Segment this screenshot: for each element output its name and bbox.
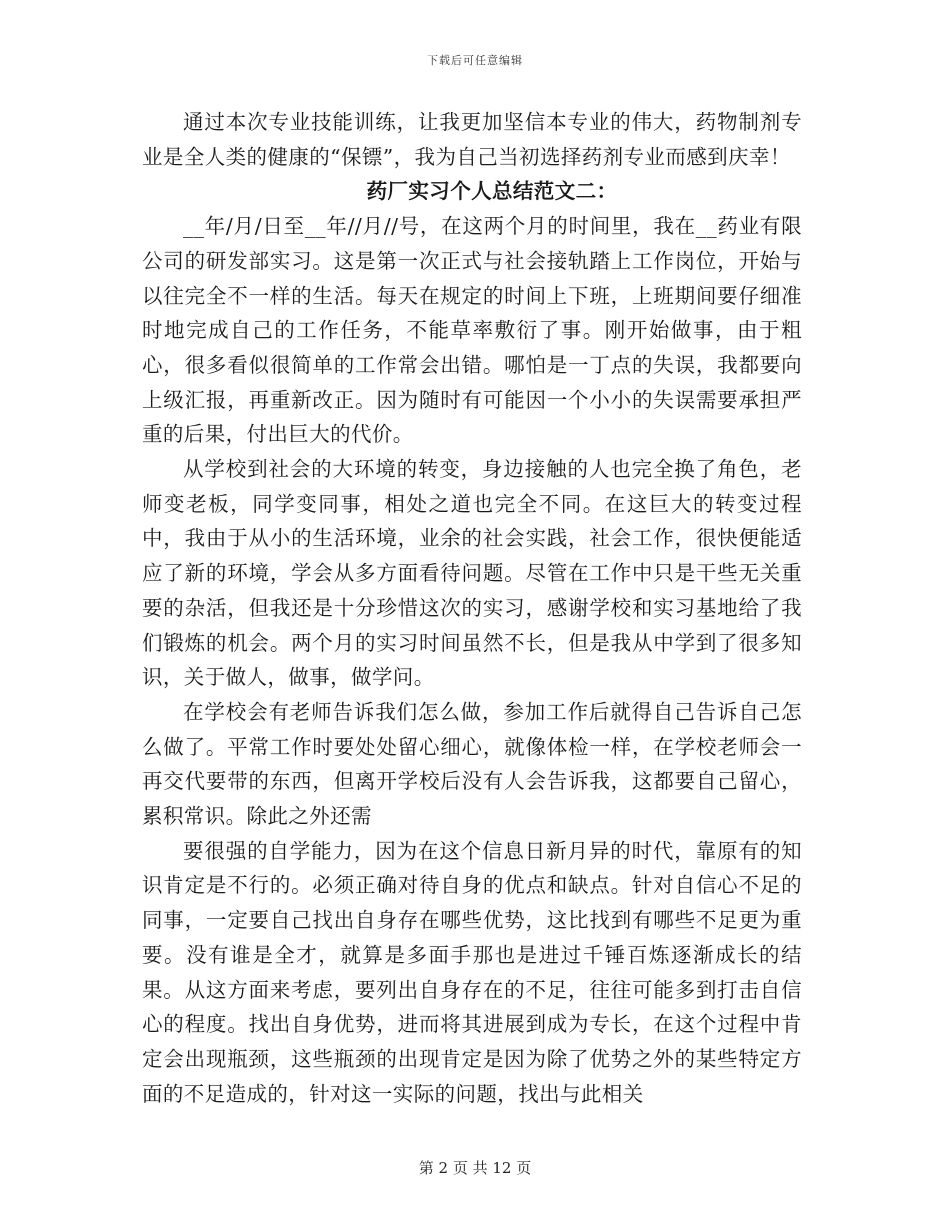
paragraph: 在学校会有老师告诉我们怎么做，参加工作后就得自己告诉自己怎么做了。平常工作时要处处留心细心，就像体检一样，在学校老师会一再交代要带的东西，但离开学校后没有人会告诉我，这都要自己留心，累积常识。除此之外还需 xyxy=(142,699,802,829)
page-footer: 第 2 页 共 12 页 xyxy=(418,1159,532,1177)
document-body xyxy=(142,105,802,1111)
paragraph: 从学校到社会的大环境的转变，身边接触的人也完全换了角色，老师变老板，同学变同事，相处之道也完全不同。在这巨大的转变过程中，我由于从小的生活环境，业余的社会实践，社会工作，很快便能适应了新的环境，学会从多方面看待问题。尽管在工作中只是干些无关重要的杂活，但我还是十分珍惜这次的实习，感谢学校和实习基地给了我们锻炼的机会。两个月的实习时间虽然不长，但是我从中学到了很多知识，关于做人，做事，做学问。 xyxy=(142,457,802,690)
paragraph: __年/月/日至__年//月//号，在这两个月的时间里，我在__药业有限公司的研发部实习。这是第一次正式与社会接轨踏上工作岗位，开始与以往完全不一样的生活。每天在规定的时间上下班，上班期间要仔细准时地完成自己的工作任务，不能草率敷衍了事。刚开始做事，由于粗心，很多看似很简单的工作常会出错。哪怕是一丁点的失误，我都要向上级汇报，再重新改正。因为随时有可能因一个小小的失误需要承担严重的后果，付出巨大的代价。 xyxy=(142,214,802,447)
paragraph: 通过本次专业技能训练，让我更加坚信本专业的伟大，药物制剂专业是全人类的健康的“保镖”，我为自己当初选择药剂专业而感到庆幸！ xyxy=(142,110,802,169)
page-header: 下载后可任意编辑 xyxy=(427,54,523,67)
paragraph: 要很强的自学能力，因为在这个信息日新月异的时代，靠原有的知识肯定是不行的。必须正确对待自身的优点和缺点。针对自信心不足的同事，一定要自己找出自身存在哪些优势，这比找到有哪些不足更为重要。没有谁是全才，就算是多面手那也是进过千锤百炼逐渐成长的结果。从这方面来考虑，要列出自身存在的不足，往往可能多到打击自信心的程度。找出自身优势，进而将其进展到成为专长，在这个过程中肯定会出现瓶颈，这些瓶颈的出现肯定是因为除了优势之外的某些特定方面的不足造成的，针对这一实际的问题，找出与此相关 xyxy=(142,838,802,1106)
section-heading: 药厂实习个人总结范文二： xyxy=(366,179,618,204)
